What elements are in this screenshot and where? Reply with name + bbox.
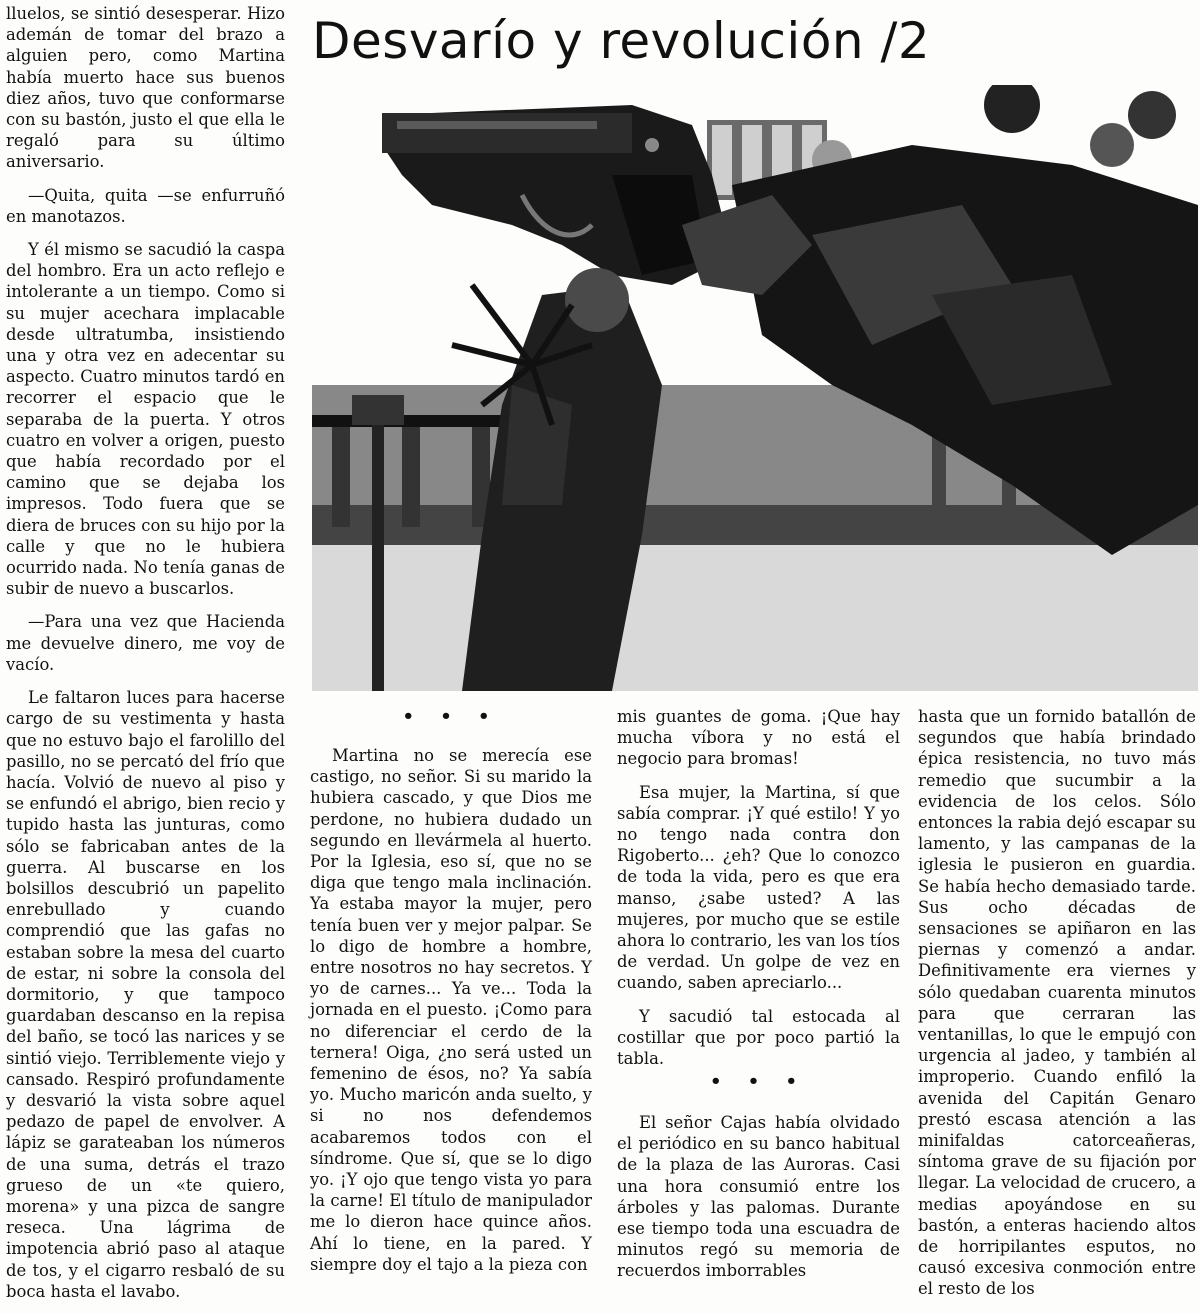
text-column-2 (310, 745, 592, 1287)
paragraph: El señor Cajas había olvidado el periódico en su banco habitual de la plaza de las Auroras. Casi una hora consumió entre los árboles y las palomas. Durante ese tiempo toda una escuadra de minutos regó su memoria de recuerdos imborrables (617, 1113, 900, 1281)
article-title: Desvarío y revolución /2 (312, 12, 931, 70)
paragraph: Martina no se merecía ese castigo, no señor. Si su marido la hubiera cascado, y que Dios me perdone, no hubiera dudado un segundo en llevármela al huerto. Por la Iglesia, eso sí, que no se diga que tengo mala inclinación. Ya estaba mayor la mujer, pero tenía buen ver y mejor palpar. Se lo digo de hombre a hombre, entre nosotros no hay secretos. Y yo de carnes... Ya ve... Toda la jornada en el puesto. ¡Como para no diferenciar el cerdo de la ternera! Oiga, ¿no será usted un femenino de ésos, no? Ya sabía yo. Mucho maricón anda suelto, y si no nos defendemos acabaremos todos con el síndrome. Que sí, que se lo digo yo. ¡Y ojo que tengo vista yo para la carne! El título de manipulador me lo dieron hace quince años. Ahí lo tiene, en la pared. Y siempre doy el tajo a la pieza con (310, 746, 592, 1274)
text-column-3-continued (617, 1112, 900, 1294)
paragraph: Y él mismo se sacudió la caspa del hombro. Era un acto reflejo e intolerante a un tiempo. Como si su mujer acechara implacable desde ultratumba, insistiendo una y otra vez en adecentar su aspecto. Cuatro minutos tardó en recorrer el espacio que le separaba de la puerta. Y otros cuatro en volver a origen, puesto que había recordado por el camino que se dejaba los impresos. Todo fuera que se diera de bruces con su hijo por la calle y que no le hubiera ocurrido nada. No tenía ganas de subir de nuevo a buscarlos. (6, 240, 285, 599)
paragraph: Esa mujer, la Martina, sí que sabía comprar. ¡Y qué estilo! Y yo no tengo nada contra don Rigoberto... ¿eh? Que lo conozco de toda la vida, pero es que era manso, ¿sabe usted? A las mujeres, por mucho que se estile ahora lo contrario, les van los tíos de verdad. Un golpe de vez en cuando, saben apreciarlo... (617, 782, 900, 993)
paragraph: mis guantes de goma. ¡Que hay mucha víbora y no está el negocio para bromas! (617, 707, 900, 769)
section-separator: • • • (402, 706, 500, 727)
paragraph: Le faltaron luces para hacerse cargo de su vestimenta y hasta que no estuvo bajo el farolillo del pasillo, no se percató del frío que hacía. Volvió de nuevo al piso y se enfundó el abrigo, bien recio y tupido hasta las junturas, como sólo se fabricaban antes de la guerra. Al buscarse en los bolsillos descubrió un papelito enrebullado y cuando comprendió que las gafas no estaban sobre la mesa del cuarto de estar, ni sobre la consola del dormitorio, y que tampoco guardaban descanso en la repisa del baño, se tocó las narices y se sintió viejo. Terriblemente viejo y cansado. Respiró profundamente y desvarió la vista sobre aquel pedazo de papel de envolver. A lápiz se garateaban los números de una suma, detrás el trazo grueso de un «te quiero, morena» y una pizca de sangre reseca. Una lágrima de impotencia abrió paso al ataque de tos, y el cigarro resbaló de su boca hasta el lavabo. (6, 688, 285, 1301)
paragraph: lluelos, se sintió desesperar. Hizo ademán de tomar del brazo a alguien pero, como Martina había muerto hace sus buenos diez años, tuvo que conformarse con su bastón, justo el que ella le regaló para su último aniversario. (6, 4, 285, 172)
paragraph: Y sacudió tal estocada al costillar que por poco partió la tabla. (617, 1006, 900, 1069)
text-column-1 (6, 3, 285, 1314)
pistol-and-plaza-photo-icon (312, 85, 1198, 691)
illustration-photo (312, 85, 1198, 691)
paragraph: hasta que un fornido batallón de segundos que había brindado épica resistencia, no tuvo más remedio que sucumbir a la evidencia de los celos. Sólo entonces la rabia dejó escapar su lamento, y las campanas de la iglesia le pusieron en guardia. Se había hecho demasiado tarde. Sus ocho décadas de sensaciones se apiñaron en las piernas y comenzó a andar. Definitivamente era viernes y sólo quedaban cuarenta minutos para que cerraran las ventanillas, lo que le empujó con urgencia al jadeo, y también al improperio. Cuando enfiló la avenida del Capitán Genaro prestó escasa atención a las minifaldas catorceañeras, síntoma grave de su fijación por llegar. La velocidad de crucero, a medias apoyándose en su bastón, a enteras haciendo altos de horripilantes esputos, no causó excesiva conmoción entre el resto de los (918, 707, 1197, 1299)
text-column-4 (918, 706, 1196, 1312)
text-column-3 (617, 706, 900, 1081)
section-separator: • • • (709, 1071, 808, 1092)
paragraph: —Quita, quita —se enfurruñó en manotazos. (6, 185, 285, 226)
paragraph: —Para una vez que Hacienda me devuelve dinero, me voy de vacío. (6, 612, 285, 674)
